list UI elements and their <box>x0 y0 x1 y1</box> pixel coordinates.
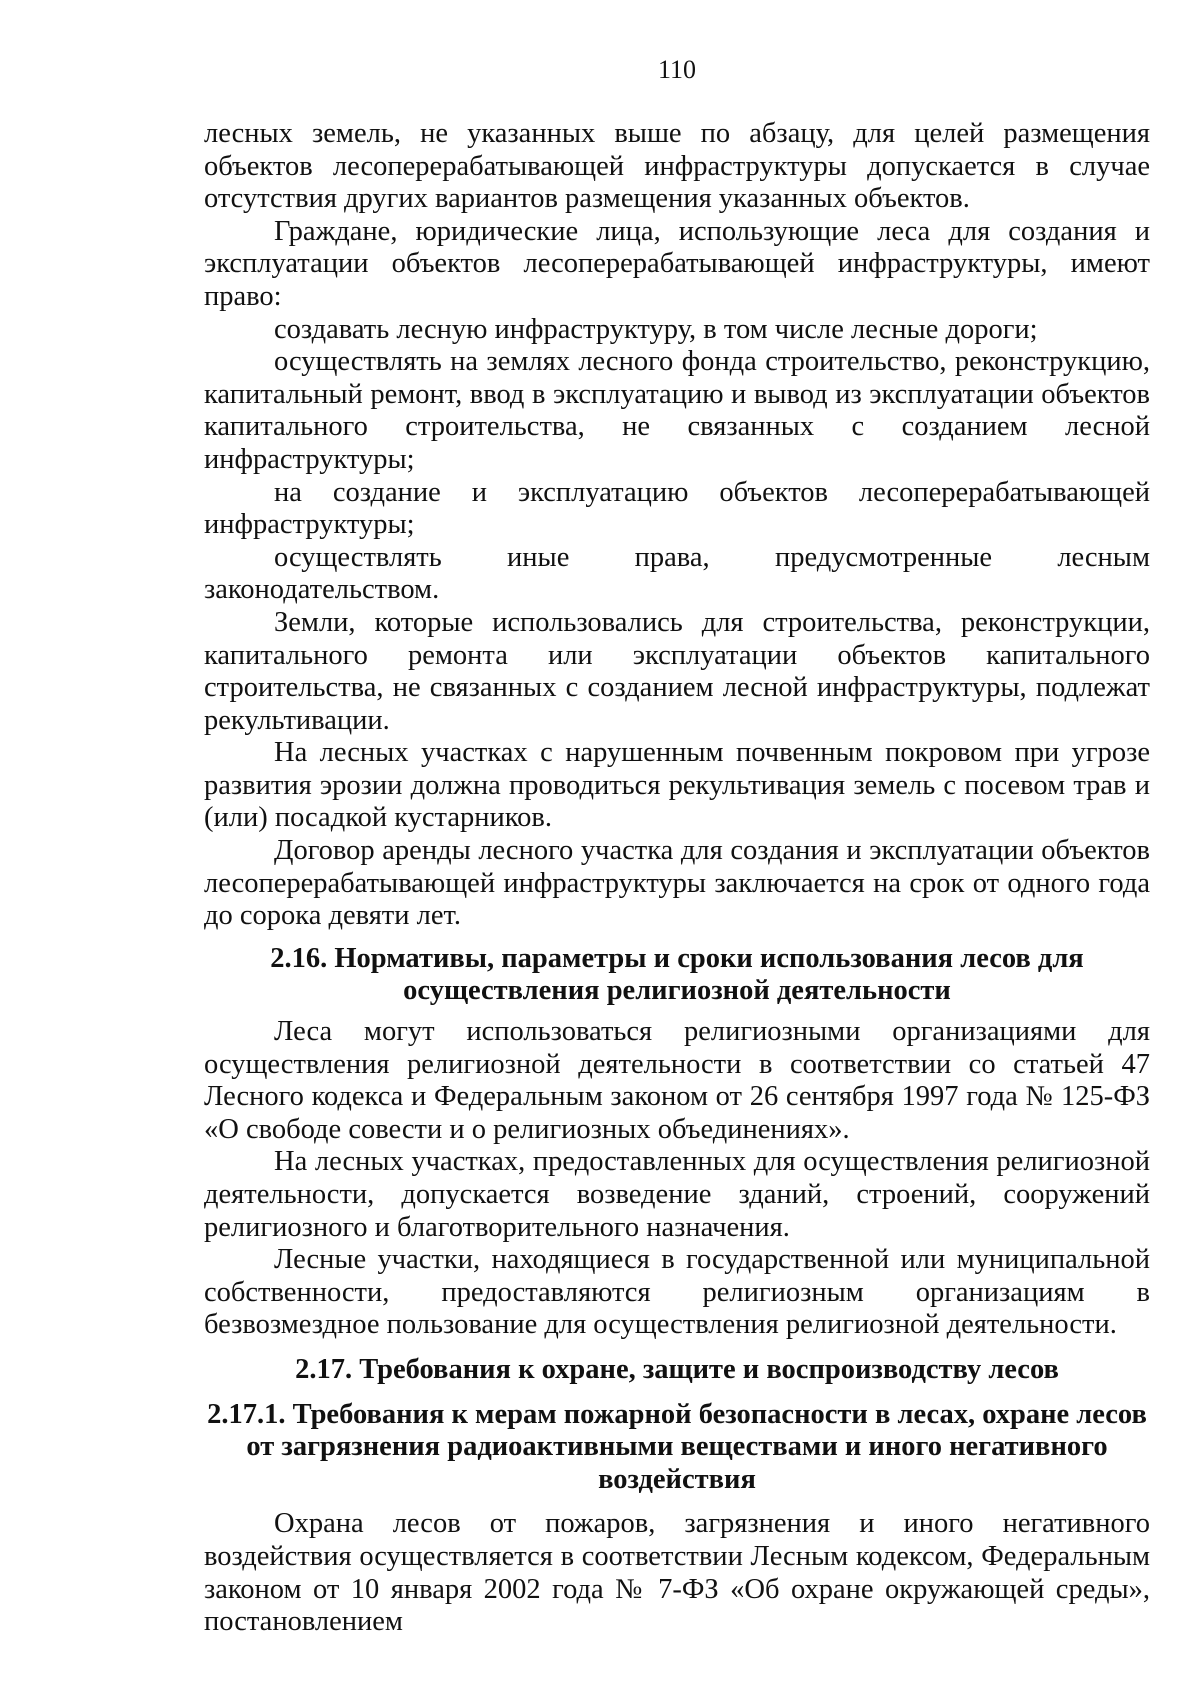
list-item: осуществлять иные права, предусмотренные лесным законодательством. <box>204 541 1150 606</box>
paragraph: На лесных участках с нарушенным почвенным покровом при угрозе развития эрозии должна проводиться рекультивация земель с посевом трав и (или) посадкой кустарников. <box>204 737 1150 834</box>
list-item: на создание и эксплуатацию объектов лесоперерабатывающей инфраструктуры; <box>204 476 1150 541</box>
page-number: 110 <box>657 55 697 84</box>
paragraph: На лесных участках, предоставленных для осуществления религиозной деятельности, допускается возведение зданий, строений, сооружений религиозного и благотворительного назначения. <box>204 1146 1150 1243</box>
document-body <box>204 118 1150 1639</box>
paragraph: лесных земель, не указанных выше по абзацу, для целей размещения объектов лесоперерабатывающей инфраструктуры допускается в случае отсутствия других вариантов размещения указанных объектов. <box>204 118 1150 215</box>
section-heading-2-17: 2.17. Требования к охране, защите и воспроизводству лесов <box>295 1353 1059 1385</box>
paragraph: Лесные участки, находящиеся в государственной или муниципальной собственности, предоставляются религиозным организациям в безвозмездное пользование для осуществления религиозной деятельности. <box>204 1244 1150 1341</box>
paragraph: Леса могут использоваться религиозными организациями для осуществления религиозной деятельности в соответствии со статьей 47 Лесного кодекса и Федеральным законом от 26 сентября 1997 года № 125-ФЗ «О свободе совести и о религиозных объединениях». <box>204 1016 1150 1145</box>
subsection-heading-2-17-1: 2.17.1. Требования к мерам пожарной безопасности в лесах, охране лесов от загрязнения радиоактивными веществами и иного негативного воздействия <box>207 1398 1147 1495</box>
paragraph: Граждане, юридические лица, использующие леса для создания и эксплуатации объектов лесоперерабатывающей инфраструктуры, имеют право: <box>204 215 1150 312</box>
paragraph: Охрана лесов от пожаров, загрязнения и иного негативного воздействия осуществляется в соответствии Лесным кодексом, Федеральным законом от 10 января 2002 года № 7-ФЗ «Об охране окружающей среды», постановлением <box>204 1508 1150 1638</box>
paragraph: Земли, которые использовались для строительства, реконструкции, капитального ремонта или эксплуатации объектов капитального строительства, не связанных с созданием лесной инфраструктуры, подлежат рекультивации. <box>204 606 1150 736</box>
list-item: осуществлять на землях лесного фонда строительство, реконструкцию, капитальный ремонт, ввод в эксплуатацию и вывод из эксплуатации объектов капитального строительства, не связанных с созданием лесной инфраструктуры; <box>204 346 1150 475</box>
list-item: создавать лесную инфраструктуру, в том числе лесные дороги; <box>274 313 1038 345</box>
section-heading-2-16: 2.16. Нормативы, параметры и сроки использования лесов для осуществления религиозной деятельности <box>270 942 1084 1007</box>
paragraph: Договор аренды лесного участка для создания и эксплуатации объектов лесоперерабатывающей инфраструктуры заключается на срок от одного года до сорока девяти лет. <box>204 835 1150 932</box>
